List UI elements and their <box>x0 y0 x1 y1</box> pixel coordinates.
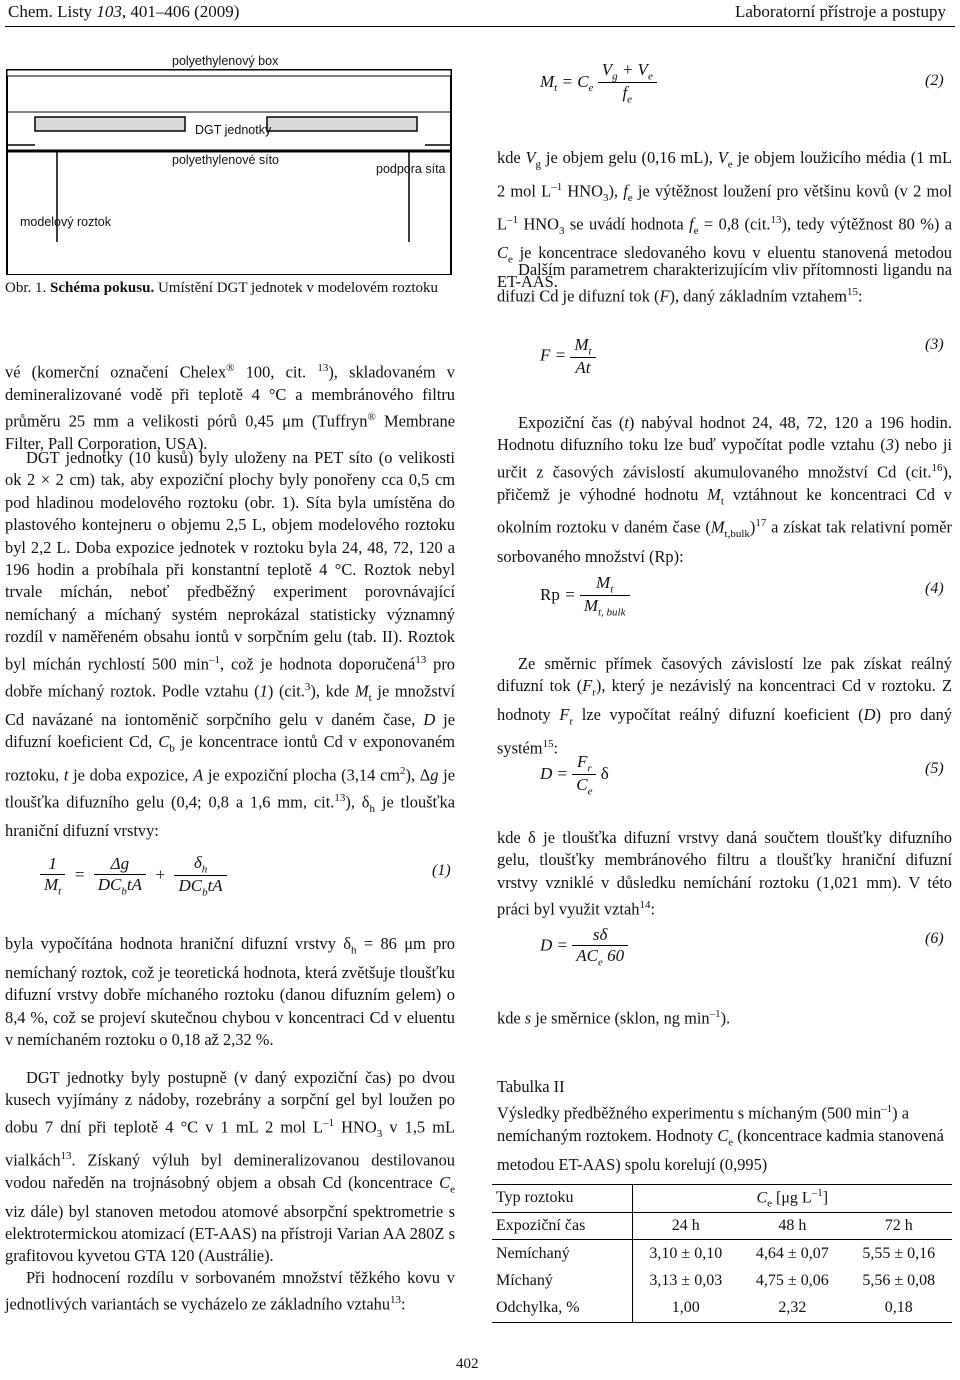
label-sieve: polyethylenové síto <box>172 153 280 167</box>
table-head-value: $C_e$ [μg $L^{-1}$] <box>632 1185 952 1213</box>
equation-1-number: (1) <box>432 862 451 879</box>
left-paragraph-4: DGT jednotky byly postupně (v daný expoziční čas) po dvou kusech vyjímány z nádoby, rozebrány a sorpční gel byl loužen po dobu 7 dní při teplotě 4 °C v 1 mL 2 mol $L^{-1}$ $HNO_3$ v 1,5 mL vialkách$^{13}$. Získaný výluh byl demineralizovanou destilovanou vodou naředěn na trojnásobný objem a obsah Cd (koncentrace $C_e$ viz dále) byl stanoven metodou atomové absorpční spektrometrie s elektrotermickou atomizací (ET-AAS) na přístroji Varian AA 280Z s grafitovou kyvetou GTA 120 (Austrálie). <box>5 1068 455 1266</box>
equation-3-number: (3) <box>925 336 944 353</box>
equation-5-number: (5) <box>925 760 944 777</box>
label-box: polyethylenový box <box>172 54 279 68</box>
table-title: Tabulka II <box>497 1077 565 1096</box>
page-number: 402 <box>456 1356 479 1372</box>
table-head-label: Typ roztoku <box>492 1185 632 1213</box>
table-row: Míchaný 3,13 ± 0,03 4,75 ± 0,06 5,56 ± 0,08 <box>492 1267 952 1295</box>
equation-5: D = $\frac{F_r}{C_e}$ δ <box>540 752 609 798</box>
label-dgt: DGT jednotky <box>195 123 272 137</box>
right-paragraph-1: kde $V_g$ je objem gelu (0,16 mL), $V_e$ je objem loužicího média (1 mL 2 mol $L^{-1}$ $HNO_3$), $f_e$ je výtěžnost loužení pro většinu kovů (v 2 mol $L^{-1}$ $HNO_3$ se uvádí hodnota $f_e = 0,8$ (cit.$^{13}$), tedy výtěžnost 80 %) a $C_e$ je koncentrace sledovaného kovu v eluentu stanovená metodou ET-AAS. <box>497 148 953 291</box>
equation-4-number: (4) <box>925 580 944 597</box>
table-row: Expoziční čas 24 h 48 h 72 h <box>492 1212 952 1240</box>
equation-3: F = $\frac{M_t}{At}$ <box>540 335 596 378</box>
equation-2: $M_t = C_e$ $\frac{V_g + V_e}{f_e}$ <box>540 60 657 106</box>
dgt-unit-left <box>35 117 185 131</box>
right-paragraph-2: Dalším parametrem charakterizujícím vliv přítomnosti ligandu na difuzi Cd je difuzní tok (F), daný základním vztahem$^{15}$: <box>497 260 952 306</box>
table-row: Odchylka, % 1,00 2,32 0,18 <box>492 1295 952 1323</box>
dgt-unit-right <box>267 117 417 131</box>
right-paragraph-3: Expoziční čas (t) nabýval hodnot 24, 48, 72, 120 a 196 hodin. Hodnotu difuzního toku lze buď vypočítat podle vztahu (3) nebo ji určit z časových závislostí akumulovaného množství Cd (cit.$^{16}$), přičemž je výhodné hodnotu $M_t$ vztáhnout ke koncentraci Cd v okolním roztoku v daném čase $(M_{t,bulk})^{17}$ a získat tak relativní poměr sorbovaného množství (Rp): <box>497 413 952 566</box>
right-paragraph-6: kde s je směrnice (sklon, ng $\min^{-1}$). <box>497 1008 731 1028</box>
journal-citation: Chem. Listy 103, 401–406 (2009) <box>8 2 240 21</box>
left-paragraph-2: DGT jednotky (10 kusů) byly uloženy na PET síto (o velikosti ok 2 × 2 cm) tak, aby expoziční plochy byly ponořeny cca 0,5 cm pod hladinou modelového roztoku (obr. 1). Síta byla umístěna do plastového kontejneru o objemu 2,5 L, objem modelového roztoku byl 2,2 L. Doba expozice jednotek v roztoku byla 24, 48, 72, 120 a 196 hodin a probíhala při konstantní teplotě 4 °C. Roztok nebyl trvale míchán, neboť předběžný experiment porovnávající nemíchaný a míchaný systém neprokázal statisticky významný rozdíl v naměřeném obsahu iontů v sorpčním gelu (tab. II). Roztok byl míchán rychlostí 500 $\min^{-1}$, což je hodnota doporučená$^{13}$ pro dobře míchaný roztok. Podle vztahu (1) (cit.$^3$), kde $M_t$ je množství Cd navázané na iontoměnič sorpčního gelu v daném čase, D je difuzní koeficient Cd, $C_b$ je koncentrace iontů Cd v exponovaném roztoku, t je doba expozice, A je expoziční plocha (3,14 $cm^2$), Δg je tloušťka difuzního gelu (0,4; 0,8 a 1,6 mm, cit.$^{13}$), $\delta_h$ je tloušťka hraniční difuzní vrstvy: <box>5 448 456 840</box>
label-solution: modelový roztok <box>20 215 112 229</box>
table-caption: Výsledky předběžného experimentu s míchaným (500 $\min^{-1}$) a nemíchaným roztokem. Hodnoty $C_e$ (koncentrace kadmia stanovená metodou ET-AAS) spolu korelují (0,995) <box>497 1103 944 1174</box>
figure-caption: Obr. 1. Schéma pokusu. Umístění DGT jednotek v modelovém roztoku <box>5 280 439 296</box>
equation-1: $\frac{1}{M_t}$ = $\frac{\Delta g}{DC_btA}$ + $\frac{\delta_h}{DC_btA}$ <box>40 853 227 899</box>
left-paragraph-5: Při hodnocení rozdílu v sorbovaném množství těžkého kovu v jednotlivých variantách se vycházelo ze základního vztahu$^{13}$: <box>5 1268 455 1314</box>
journal-header <box>8 2 239 22</box>
equation-6: D = $\frac{s\delta}{AC_e 60}$ <box>540 925 628 968</box>
results-table <box>492 1184 952 1323</box>
equation-2-number: (2) <box>925 72 944 89</box>
right-paragraph-5: kde δ je tloušťka difuzní vrstvy daná součtem tloušťky difuzního gelu, tloušťky membránového filtru a tloušťky hraniční difuzní vrstvy vzniklé v důsledku nemíchání roztoku (1,021 mm). V této práci byl využit vztah$^{14}$: <box>497 828 952 919</box>
right-paragraph-4: Ze směrnic přímek časových závislostí lze pak získat reálný difuzní tok $(F_r)$, který je nezávislý na koncentraci Cd v roztoku. Z hodnoty $F_r$ lze vypočítat reálný difuzní koeficient (D) pro daný systém$^{15}$: <box>497 654 952 758</box>
left-paragraph-3: byla vypočítána hodnota hraniční difuzní vrstvy $\delta_h = 86$ μm pro nemíchaný roztok, což je teoretická hodnota, která zvětšuje tloušťku difuzní vrstvy dobře míchaného roztoku (danou difuzním gelem) o 8,4 %, což se projeví skutečnou chybou v koncentraci Cd v eluentu v nemíchaném roztoku o 0,18 až 2,32 %. <box>5 934 455 1049</box>
equation-6-number: (6) <box>925 930 944 947</box>
equation-4: Rp = $\frac{M_t}{M_{t, bulk}}$ <box>540 573 630 619</box>
section-header: Laboratorní přístroje a postupy <box>734 2 946 21</box>
table-row: Nemíchaný 3,10 ± 0,10 4,64 ± 0,07 5,55 ± 0,16 <box>492 1240 952 1268</box>
label-support: podpora síta <box>376 162 446 176</box>
header-rule <box>5 26 955 27</box>
left-paragraph-1: vé (komerční označení Chelex® 100, cit. $^{13}$), skladovaném v demineralizované vodě při teplotě 4 °C a membránového filtru průměru 25 mm a velikosti pórů 0,45 μm (Tuffryn® Membrane Filter, Pall Corporation, USA). <box>5 362 455 454</box>
